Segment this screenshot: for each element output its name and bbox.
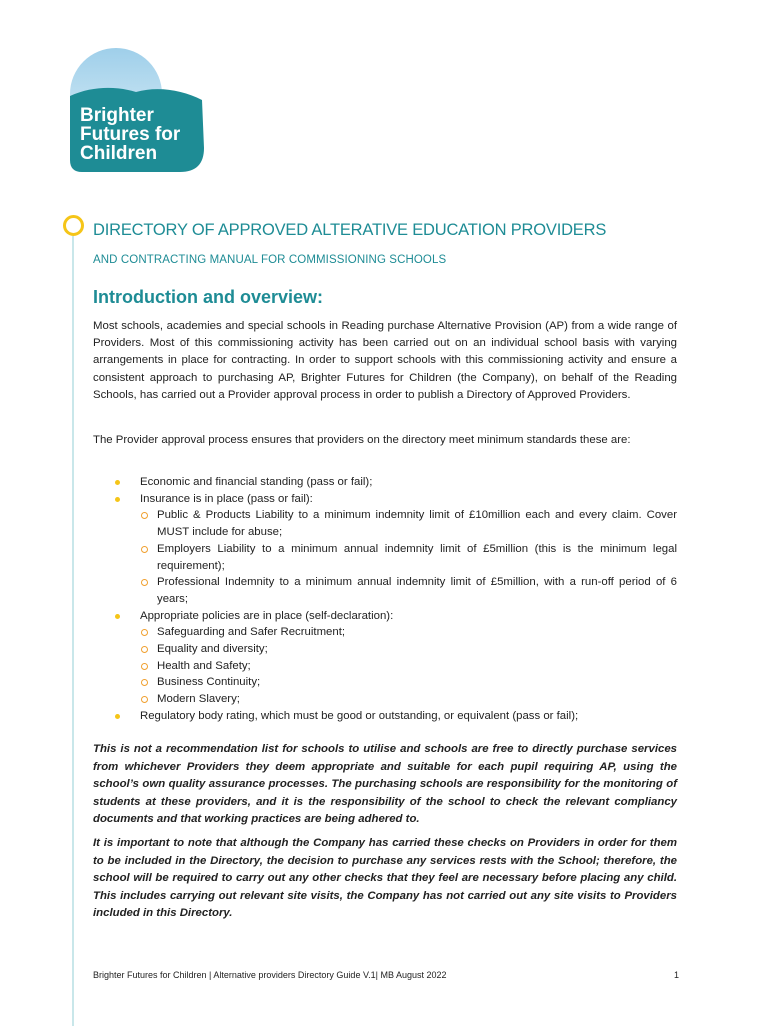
disclaimer-paragraph-2: It is important to note that although the Company has carried these checks on Providers in order for them to be included in the Directory, the decision to purchase any services rests with the School; therefore, the school will be required to carry out any other checks that they feel are necessary before placing any child. This includes carrying out relevant site visits, the Company has not carried out any site visits to Providers included in this Directory. xyxy=(93,837,677,920)
logo-line-1: Brighter xyxy=(80,105,154,126)
logo-text xyxy=(80,106,180,163)
list-item xyxy=(93,491,677,608)
sub-list-item: Business Continuity; xyxy=(140,674,677,691)
list-item-text: Regulatory body rating, which must be good or outstanding, or equivalent (pass or fail); xyxy=(140,709,579,722)
document-subtitle: AND CONTRACTING MANUAL FOR COMMISSIONING SCHOOLS xyxy=(93,254,447,266)
section-heading: Introduction and overview: xyxy=(93,287,324,307)
list-item xyxy=(93,608,677,708)
page-number: 1 xyxy=(673,970,679,980)
sub-list-item: Employers Liability to a minimum annual indemnity limit of £5million (this is the minimum legal requirement); xyxy=(140,541,677,574)
list-item-text: Insurance is in place (pass or fail): xyxy=(140,492,313,505)
logo-line-2: Futures for xyxy=(80,124,181,145)
decorative-ring-icon xyxy=(63,215,84,236)
list-item-text: Economic and financial standing (pass or fail); xyxy=(140,476,373,488)
footer-text: Brighter Futures for Children | Alternative providers Directory Guide V.1| MB August 2022 xyxy=(93,970,447,980)
standards-paragraph: The Provider approval process ensures that providers on the directory meet minimum standards these are: xyxy=(93,434,631,446)
disclaimer-paragraph-1: This is not a recommendation list for schools to utilise and schools are free to directly purchase services from whichever Providers they deem appropriate and suitable for each pupil requiring AP, using the school’s own quality assurance processes. The purchasing schools are responsibility for the monitoring of students at these providers, and it is the responsibility of the school to check the relevant compliancy documents and that working practices are being adhered to. xyxy=(93,743,677,826)
logo-line-3: Children xyxy=(80,143,158,164)
sub-list-item: Public & Products Liability to a minimum indemnity limit of £10million each and every claim. Cover MUST include for abuse; xyxy=(140,507,677,540)
sub-list-item: Professional Indemnity to a minimum annual indemnity limit of £5million, with a run-off period of 6 years; xyxy=(140,574,677,607)
sub-list-item: Modern Slavery; xyxy=(140,691,677,708)
decorative-vertical-line xyxy=(72,236,74,1026)
sub-list-item: Health and Safety; xyxy=(140,658,677,675)
list-item-text: Appropriate policies are in place (self-declaration): xyxy=(140,609,394,622)
sub-list-item: Equality and diversity; xyxy=(140,641,677,658)
sub-list-item: Safeguarding and Safer Recruitment; xyxy=(140,624,677,641)
list-item xyxy=(93,708,677,725)
intro-paragraph: Most schools, academies and special schools in Reading purchase Alternative Provision (AP) from a wide range of Providers. Most of this commissioning activity has been carried out on an individual school basis with varying arrangements in place for contracting. In order to support schools with this commissioning activity and ensure a consistent approach to purchasing AP, Brighter Futures for Children (the Company), on behalf of the Reading Schools, has carried out a Provider approval process in order to publish a Directory of Approved Providers. xyxy=(93,320,677,401)
list-item xyxy=(93,474,677,491)
document-title: DIRECTORY OF APPROVED ALTERATIVE EDUCATION PROVIDERS xyxy=(93,221,607,239)
standards-list xyxy=(93,474,677,725)
